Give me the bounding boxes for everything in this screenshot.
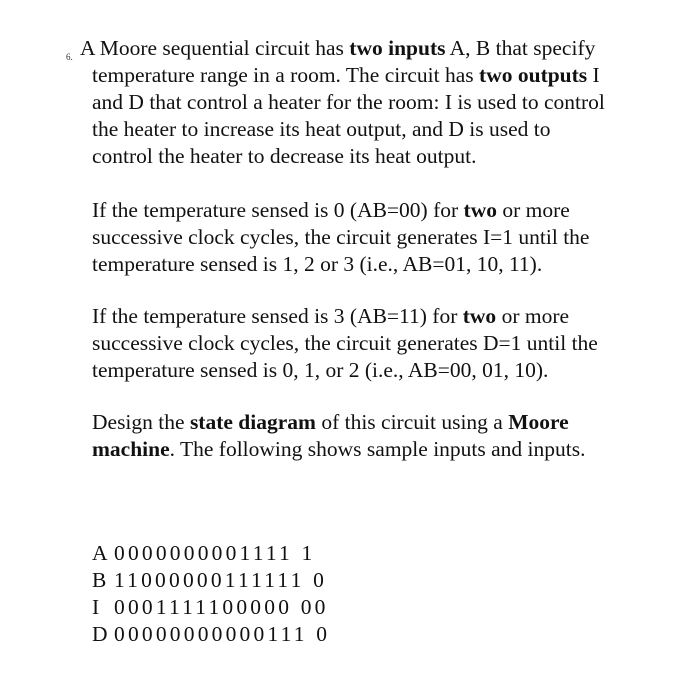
row-values: 0001111100000 00 (114, 595, 329, 619)
row-values: 11000000111111 0 (114, 568, 328, 592)
p2-line-3: temperature sensed is 1, 2 or 3 (i.e., AB=01, 10, 11). (92, 252, 543, 276)
bold-two-outputs: two outputs (479, 63, 588, 87)
row-label: B (92, 568, 107, 592)
p4-line-1: Design the state diagram of this circuit using a Moore (92, 410, 569, 434)
bold-two: two (462, 304, 497, 328)
row-d (92, 621, 330, 648)
problem-paragraph-1 (80, 35, 652, 170)
bold-moore: Moore (508, 410, 569, 434)
row-values: 00000000000111 0 (114, 622, 331, 646)
row-i (92, 594, 330, 621)
p3-line-3: temperature sensed is 0, 1, or 2 (i.e., AB=00, 01, 10). (92, 358, 549, 382)
row-label: D (92, 622, 108, 646)
p1-line-1: A Moore sequential circuit has two inputs A, B that specify (80, 36, 596, 60)
problem-paragraph-3 (92, 303, 652, 384)
row-b (92, 567, 330, 594)
p2-line-2: successive clock cycles, the circuit generates I=1 until the (92, 225, 590, 249)
p2-line-1: If the temperature sensed is 0 (AB=00) for two or more (92, 198, 570, 222)
bold-two-inputs: two inputs (349, 36, 446, 60)
problem-paragraph-4 (92, 409, 652, 463)
row-label: A (92, 541, 108, 565)
p1-line-2: temperature range in a room. The circuit has two outputs I (92, 63, 600, 87)
p3-line-2: successive clock cycles, the circuit generates D=1 until the (92, 331, 598, 355)
p1-line-3: and D that control a heater for the room: I is used to control (92, 90, 605, 114)
bold-machine: machine (92, 437, 170, 461)
sample-io-table (92, 540, 330, 648)
row-a (92, 540, 330, 567)
p3-line-1: If the temperature sensed is 3 (AB=11) for two or more (92, 304, 570, 328)
p1-line-4: the heater to increase its heat output, and D is used to (92, 117, 551, 141)
row-values: 0000000001111 1 (114, 541, 316, 565)
row-label: I (92, 595, 100, 619)
problem-paragraph-2 (92, 197, 652, 278)
bold-two: two (463, 198, 497, 222)
bold-state-diagram: state diagram (189, 410, 316, 434)
question-number: 6. (66, 52, 73, 62)
p1-line-5: control the heater to decrease its heat output. (92, 144, 477, 168)
p4-line-2: machine. The following shows sample inputs and inputs. (92, 437, 586, 461)
